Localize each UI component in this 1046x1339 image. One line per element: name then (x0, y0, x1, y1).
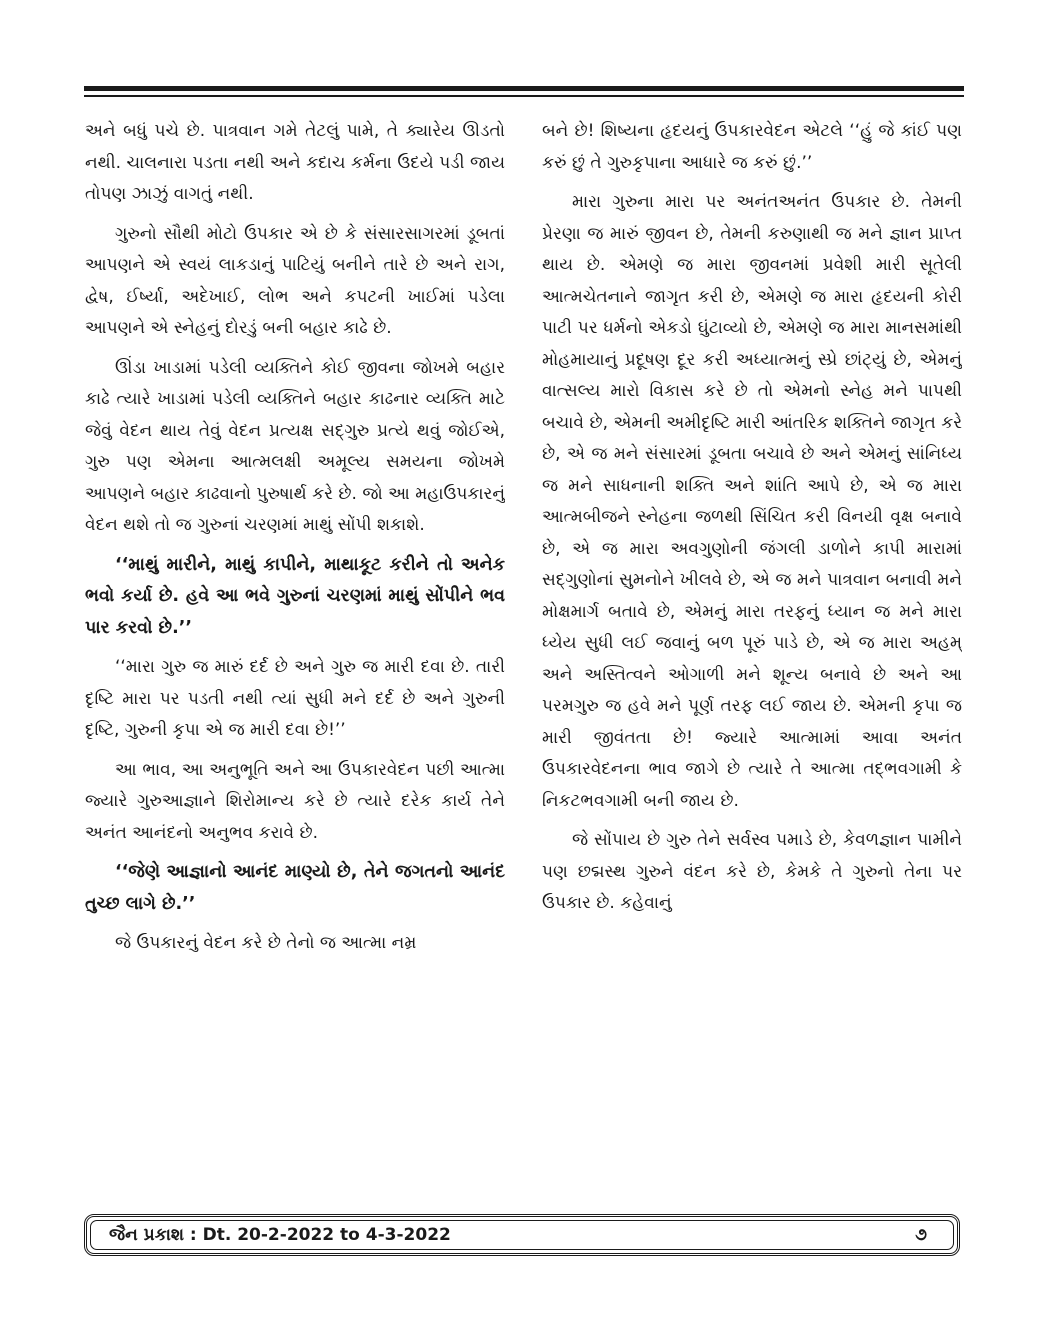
bold-quote: ‘‘માથું મારીને, માથું કાપીને, માથાકૂટ કરીને તો અનેક ભવો કર્યા છે. હવે આ ભવે ગુરુનાં ચરણમાં માથું સોંપીને ભવ પાર કરવો છે.’’ (85, 554, 505, 638)
left-column (85, 116, 505, 1156)
paragraph: ગુરુનો સૌથી મોટો ઉપકાર એ છે કે સંસારસાગરમાં ડૂબતાં આપણને એ સ્વયં લાકડાનું પાટિયું બનીને તારે છે અને રાગ, દ્વેષ, ઈર્ષ્યા, અદેખાઈ, લોભ અને કપટની ખાઈમાં પડેલા આપણને એ સ્નેહનું દોરડું બની બહાર કાઢે છે. (85, 223, 505, 338)
page-number: ૭ (915, 1225, 927, 1245)
header-rule-thick (84, 86, 964, 91)
header-rule-thin (84, 95, 964, 97)
paragraph: ‘‘મારા ગુરુ જ મારું દર્દ છે અને ગુરુ જ મારી દવા છે. તારી દૃષ્ટિ મારા પર પડતી નથી ત્યાં સુધી મને દર્દ છે અને ગુરુની દૃષ્ટિ, ગુરુની કૃપા એ જ મારી દવા છે!’’ (85, 657, 505, 740)
footer-publication-date: જૈન પ્રકાશ : Dt. 20-2-2022 to 4-3-2022 (109, 1225, 451, 1245)
paragraph: ઊંડા ખાડામાં પડેલી વ્યક્તિને કોઈ જીવના જોખમે બહાર કાઢે ત્યારે ખાડામાં પડેલી વ્યક્તિને બહાર કાઢનાર વ્યક્તિ માટે જેવું વેદન થાય તેવું વેદન પ્રત્યક્ષ સદ્ગુરુ પ્રત્યે થવું જોઈએ, ગુરુ પણ એમના આત્મલક્ષી અમૂલ્ય સમયના જોખમે આપણને બહાર કાઢવાનો પુરુષાર્થ કરે છે. જો આ મહાઉપકારનું વેદન થશે તો જ ગુરુનાં ચરણમાં માથું સોંપી શકાશે. (85, 357, 505, 535)
paragraph: અને બધું પચે છે. પાત્રવાન ગમે તેટલું પામે, તે ક્યારેય ઊડતો નથી. ચાલનારા પડતા નથી અને કદાચ કર્મના ઉદયે પડી જાય તોપણ ઝાઝું વાગતું નથી. (85, 121, 505, 204)
bold-quote: ‘‘જેણે આજ્ઞાનો આનંદ માણ્યો છે, તેને જગતનો આનંદ તુચ્છ લાગે છે.’’ (85, 862, 505, 914)
right-column (542, 116, 962, 1156)
footer-box (84, 1214, 960, 1256)
paragraph: આ ભાવ, આ અનુભૂતિ અને આ ઉપકારવેદન પછી આત્મા જ્યારે ગુરુઆજ્ઞાને શિરોમાન્ય કરે છે ત્યારે દરેક કાર્ય તેને અનંત આનંદનો અનુભવ કરાવે છે. (85, 759, 505, 843)
paragraph: મારા ગુરુના મારા પર અનંતઅનંત ઉપકાર છે. તેમની પ્રેરણા જ મારું જીવન છે, તેમની કરુણાથી જ મને જ્ઞાન પ્રાપ્ત થાય છે. એમણે જ મારા જીવનમાં પ્રવેશી મારી સૂતેલી આત્મચેતનાને જાગૃત કરી છે, એમણે જ મારા હૃદયની કોરી પાટી પર ધર્મનો એકડો ઘુંટાવ્યો છે, એમણે જ મારા માનસમાંથી મોહમાયાનું પ્રદૂષણ દૂર કરી અધ્યાત્મનું સ્પ્રે છાંટ્યું છે, એમનું વાત્સલ્ય મારો વિકાસ કરે છે તો એમનો સ્નેહ મને પાપથી બચાવે છે, એમની અમીદૃષ્ટિ મારી આંતરિક શક્તિને જાગૃત કરે છે, એ જ મને સંસારમાં ડૂબતા બચાવે છે અને એમનું સાંનિધ્ય જ મને સાધનાની શક્તિ અને શાંતિ આપે છે, એ જ મારા આત્મબીજને સ્નેહના જળથી સિંચિત કરી વિનયી વૃક્ષ બનાવે છે, એ જ મારા અવગુણોની જંગલી ડાળોને કાપી મારામાં સદ્ગુણોનાં સુમનોને ખીલવે છે, એ જ મને પાત્રવાન બનાવી મને મોક્ષમાર્ગ બતાવે છે, એમનું મારા તરફનું ધ્યાન જ મને મારા ધ્યેય સુધી લઈ જવાનું બળ પૂરું પાડે છે, એ જ મારા અહમ્ અને અસ્તિત્વને ઓગાળી મને શૂન્ય બનાવે છે અને આ પરમગુરુ જ હવે મને પૂર્ણ તરફ લઈ જાય છે. એમની કૃપા જ મારી જીવંતતા છે! જ્યારે આત્મામાં આવા અનંત ઉપકારવેદનના ભાવ જાગે છે ત્યારે તે આત્મા તદ્ભવગામી કે નિકટભવગામી બની જાય છે. (542, 192, 962, 811)
paragraph: જે ઉપકારનું વેદન કરે છે તેનો જ આત્મા નમ્ર (115, 933, 417, 953)
paragraph: જે સોંપાય છે ગુરુ તેને સર્વસ્વ પમાડે છે, કેવળજ્ઞાન પામીને પણ છદ્મસ્થ ગુરુને વંદન કરે છે, કેમકે તે ગુરુનો તેના પર ઉપકાર છે. કહેવાનું (542, 830, 962, 913)
paragraph: બને છે! શિષ્યના હૃદયનું ઉપકારવેદન એટલે ‘‘હું જે કાંઈ પણ કરું છું તે ગુરુકૃપાના આધારે જ કરું છું.’’ (542, 121, 962, 173)
